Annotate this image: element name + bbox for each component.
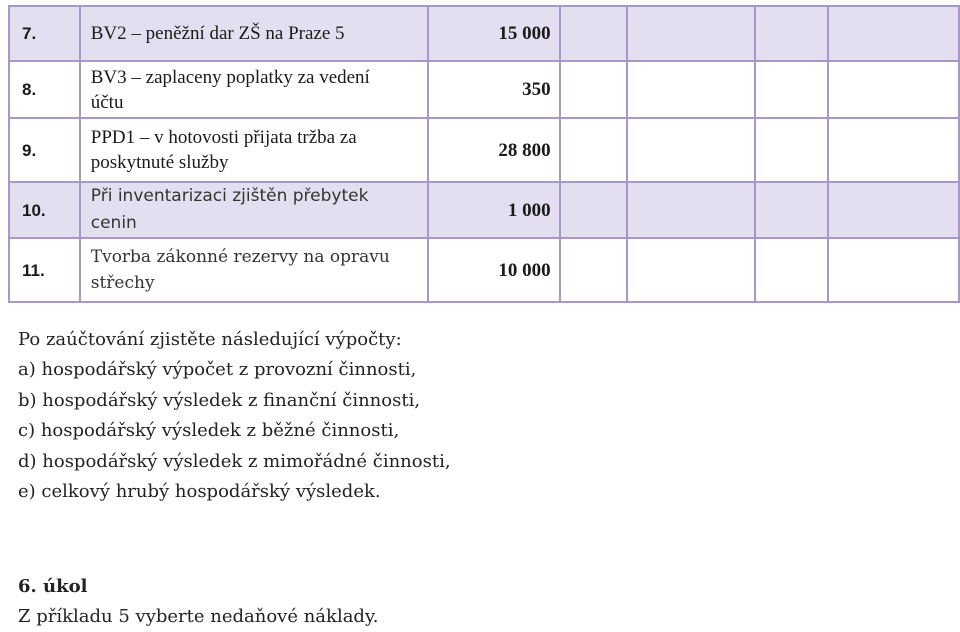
- instruction-item: a) hospodářský výpočet z provozní činnosti,: [18, 359, 417, 381]
- empty-cell: [560, 182, 628, 238]
- empty-cell: [560, 238, 628, 302]
- description-line: Při inventarizaci zjištěn přebytek cenin: [90, 186, 369, 233]
- empty-cell: [627, 61, 755, 118]
- empty-cell: [828, 238, 959, 302]
- row-number: 8.: [9, 61, 80, 118]
- empty-cell: [828, 6, 959, 61]
- empty-cell: [755, 61, 828, 118]
- transactions-table: [8, 5, 960, 303]
- row-number: 9.: [9, 118, 80, 182]
- row-number: 11.: [9, 238, 80, 302]
- task-heading: 6. úkol: [18, 576, 88, 597]
- task-section: [18, 572, 378, 632]
- empty-cell: [627, 238, 755, 302]
- description-line: účtu: [90, 91, 124, 113]
- empty-cell: [828, 118, 959, 182]
- description-line: BV3 – zaplaceny poplatky za vedení: [90, 66, 370, 88]
- description-line: střechy: [90, 273, 155, 293]
- table-row: [9, 6, 959, 61]
- row-description: [80, 118, 429, 182]
- task-text: Z příkladu 5 vyberte nedaňové náklady.: [18, 606, 379, 627]
- row-description: [80, 61, 429, 118]
- table-row: [9, 238, 959, 302]
- row-description: [80, 238, 429, 302]
- row-amount: 1 000: [428, 182, 559, 238]
- row-number: 7.: [9, 6, 80, 61]
- description-line: Tvorba zákonné rezervy na opravu: [90, 247, 390, 267]
- empty-cell: [627, 6, 755, 61]
- empty-cell: [755, 238, 828, 302]
- row-amount: 15 000: [428, 6, 559, 61]
- instruction-item: e) celkový hrubý hospodářský výsledek.: [18, 481, 381, 503]
- empty-cell: [560, 61, 628, 118]
- empty-cell: [755, 6, 828, 61]
- instructions-intro: Po zaúčtování zjistěte následující výpočty:: [18, 329, 402, 350]
- empty-cell: [828, 182, 959, 238]
- row-amount: 10 000: [428, 238, 559, 302]
- empty-cell: [828, 61, 959, 118]
- instruction-item: c) hospodářský výsledek z běžné činnosti,: [18, 420, 400, 442]
- table-row: [9, 118, 959, 182]
- empty-cell: [560, 6, 628, 61]
- row-amount: 350: [428, 61, 559, 118]
- instruction-item: d) hospodářský výsledek z mimořádné činnosti,: [18, 450, 451, 472]
- description-line: BV2 – peněžní dar ZŠ na Praze 5: [90, 23, 345, 44]
- empty-cell: [627, 182, 755, 238]
- instruction-item: b) hospodářský výsledek z finanční činnosti,: [18, 389, 421, 411]
- table-row: [9, 61, 959, 118]
- row-description: [80, 6, 429, 61]
- row-number: 10.: [9, 182, 80, 238]
- empty-cell: [560, 118, 628, 182]
- row-amount: 28 800: [428, 118, 559, 182]
- empty-cell: [755, 182, 828, 238]
- row-description: [80, 182, 429, 238]
- empty-cell: [755, 118, 828, 182]
- instructions-block: [18, 325, 451, 507]
- description-line: PPD1 – v hotovosti přijata tržba za: [90, 127, 357, 148]
- empty-cell: [627, 118, 755, 182]
- table-row: [9, 182, 959, 238]
- description-line: poskytnuté služby: [90, 152, 229, 173]
